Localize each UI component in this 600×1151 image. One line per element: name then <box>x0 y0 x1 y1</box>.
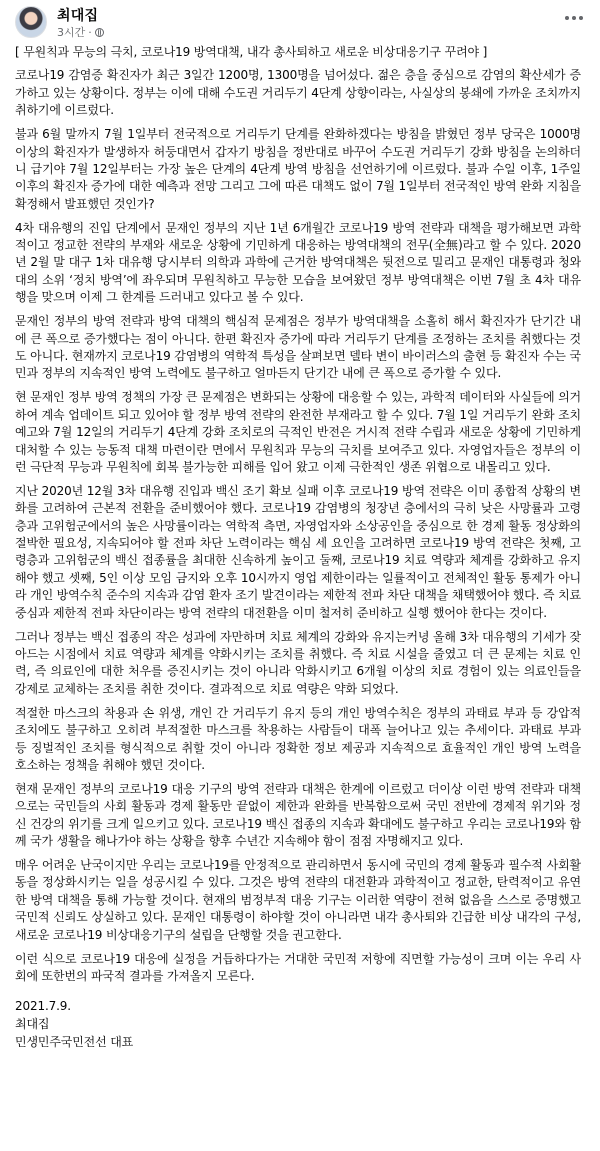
post-body <box>15 44 581 1051</box>
paragraph: 적절한 마스크의 착용과 손 위생, 개인 간 거리두기 유지 등의 개인 방역수칙은 정부의 과태료 부과 등 강압적 조치에도 불구하고 오히려 부적절한 마스크를 착용하는 사람들이 대폭 늘어나고 있는 추세이다. 과태료 부과 등 징벌적인 조치를 형식적으로 취할 것이 아니라 정확한 정보 제공과 지속적으로 효율적인 개인 방역 노력을 호소하는 정책을 취해야 했던 것이다. <box>15 705 581 772</box>
paragraph: 4차 대유행의 진입 단계에서 문재인 정부의 지난 1년 6개월간 코로나19 방역 전략과 대책을 평가해보면 과학적이고 정교한 전략의 부재와 새로운 상황에 기민하게 대응하는 방역대책의 전무(全無)라고 할 수 있다. 2020년 2월 말 대구 1차 대유행 당시부터 의학과 과학에 근거한 방역대책은 뒷전으로 밀리고 문재인 대통령과 청와대의 소위 ‘정치 방역’에 좌우되며 무원칙하고 무능한 모습을 보여왔던 정부 방역대책은 이번 7월 초 4차 대유행을 맞으며 이제 그 한계를 드러내고 있다고 볼 수 있다. <box>15 220 581 305</box>
signature-org: 민생민주국민전선 대표 <box>15 1035 134 1050</box>
post-header <box>0 0 600 46</box>
more-options-icon[interactable] <box>562 10 586 26</box>
post-meta <box>57 24 104 40</box>
signature-block <box>15 997 581 1051</box>
author-name[interactable]: 최대집 <box>57 8 99 24</box>
post-timestamp[interactable]: 3시간 <box>57 26 86 39</box>
signature-name: 최대집 <box>15 1017 50 1032</box>
post-date: 2021.7.9. <box>15 999 71 1014</box>
paragraph: 그러나 정부는 백신 접종의 작은 성과에 자만하며 치료 체계의 강화와 유지는커녕 올해 3차 대유행의 기세가 잦아드는 시점에서 치료 역량과 체계를 약화시키는 조치를 취했다. 즉 치료 시설을 줄였고 더 큰 문제는 치료 인력, 즉 의료인에 대한 처우를 증진시키는 것이 아니라 악화시키고 6개월 이상의 치료 경험이 있는 의료인들을 강제로 교체하는 조치를 취한 것이다. 결과적으로 치료 역량은 약화 되었다. <box>15 629 581 696</box>
meta-separator: · <box>88 25 92 39</box>
paragraph: 불과 6월 말까지 7월 1일부터 전국적으로 거리두기 단계를 완화하겠다는 방침을 밝혔던 정부 당국은 1000명 이상의 확진자가 발생하자 허둥대면서 갑자기 방침을 정반대로 바꾸어 수도권 거리두기 강화 방침을 논의하더니 급기야 7월 12일부터는 가장 높은 단계의 4단계 방역 방침을 선언하기에 이르렀다. 불과 수일 이후, 1주일 이후의 확진자 증가에 대한 예측과 전망 그리고 그에 따른 대책도 없이 7월 1일부터 전국적인 방역 완화 지침을 확정해서 발표했던 것인가? <box>15 127 581 211</box>
paragraph: 지난 2020년 12월 3차 대유행 진입과 백신 조기 확보 실패 이후 코로나19 방역 전략은 이미 종합적 상황의 변화를 고려하여 근본적 전환을 준비했어야 했다. 코로나19 감염병의 청장년 층에서의 극히 낮은 사망률과 고령층과 고위험군에서의 높은 사망률이라는 역학적 측면, 자영업자와 소상공인을 중심으로 한 경제 활동 정상화의 절박한 필요성, 지속되어야 할 전파 차단 노력이라는 핵심 세 요인을 고려하면 코로나19 방역 전략은 첫째, 고령층과 고위험군의 백신 접종률을 최대한 신속하게 높이고 둘째, 코로나19 치료 역량과 체계를 강화하고 유지해야 했고 셋째, 5인 이상 모임 금지와 오후 10시까지 영업 제한이라는 일률적이고 전체적인 활동 통제가 아니라 개인 방역수칙 준수의 지속과 감염 환자 조기 발견이라는 제한적 전파 차단 대책을 채택했어야 했다. 즉 치료 중심과 제한적 전파 차단이라는 방역 전략의 대전환을 이미 철저히 준비하고 실행 했어야 한다는 것이다. <box>15 483 581 620</box>
post-title: [ 무원칙과 무능의 극치, 코로나19 방역대책, 내각 총사퇴하고 새로운 비상대응기구 꾸려야 ] <box>15 45 488 59</box>
paragraph: 문재인 정부의 방역 전략과 방역 대책의 핵심적 문제점은 정부가 방역대책을 소홀히 해서 확진자가 단기간 내에 큰 폭으로 증가했다는 점이 아니다. 한편 확진자 증가에 따라 거리두기 단계를 조정하는 조치를 취했다는 것도 아니다. 현재까지 코로나19 감염병의 역학적 특성을 살펴보면 델타 변이 바이러스의 출현 등 확진자 수는 국민과 정부의 지속적인 방역 노력에도 불구하고 얼마든지 단기간 내에 큰 폭으로 증가할 수 있다. <box>15 314 581 381</box>
paragraph: 코로나19 감염증 확진자가 최근 3일간 1200명, 1300명을 넘어섰다. 젊은 층을 중심으로 감염의 확산세가 증가하고 있는 상황이다. 정부는 이에 대해 수도권 거리두기 4단계 상향이라는, 사실상의 봉쇄에 가까운 조치까지 취하기에 이르렀다. <box>15 68 581 118</box>
author-avatar[interactable] <box>15 6 47 38</box>
paragraph: 이런 식으로 코로나19 대응에 실정을 거듭하다가는 거대한 국민적 저항에 직면할 가능성이 크며 이는 우리 사회에 또한번의 파국적 결과를 가져올지 모른다. <box>15 951 581 983</box>
paragraph: 현 문재인 정부 방역 정책의 가장 큰 문제점은 변화되는 상황에 대응할 수 있는, 과학적 데이터와 사실들에 의거하여 계속 업데이트 되고 있어야 할 정부 방역 전략의 완전한 부재라고 할 수 있다. 7월 1일 거리두기 완화 조치 예고와 7월 12일의 거리두기 4단계 강화 조치로의 극적인 반전은 거시적 전략 수립과 새로운 상황에 기민하게 대처할 수 있는 능동적 대책 마련이란 면에서 무원칙과 무능의 극치를 보여주고 있다. 자영업자들은 정부의 이런 극단적 무능과 무원칙에 회복 불가능한 피해를 입어 왔고 이제 극한적인 생존 위협으로 내몰리고 있다. <box>15 390 581 474</box>
paragraph: 현재 문재인 정부의 코로나19 대응 기구의 방역 전략과 대책은 한계에 이르렀고 더이상 이런 방역 전략과 대책으로는 국민들의 사회 활동과 경제 활동만 끝없이 제한과 완화를 반복함으로써 국민 전반에 경제적 위기와 정신 건강의 위기를 크게 일으키고 있다. 코로나19 백신 접종의 지속과 확대에도 불구하고 우리는 코로나19와 함께 국가 생활을 해나가야 하는 상황을 향후 수년간 지속해야 함이 점점 자명해지고 있다. <box>15 781 581 849</box>
globe-icon[interactable] <box>95 28 104 37</box>
paragraph: 매우 어려운 난국이지만 우리는 코로나19를 안정적으로 관리하면서 동시에 국민의 경제 활동과 필수적 사회활동을 정상화시키는 일을 성공시킬 수 있다. 그것은 방역 전략의 대전환과 과학적이고 정교한, 탄력적이고 유연한 방역 대책을 통해 가능할 것이다. 현재의 범정부적 대응 기구는 이러한 역량이 전혀 없음을 스스로 증명했고 국민적 신뢰도 상실하고 있다. 문재인 대통령이 하야할 것이 아니라면 내각 총사퇴와 긴급한 비상 내각의 구성, 새로운 코로나19 비상대응기구의 설립을 단행할 것을 권고한다. <box>15 857 581 942</box>
